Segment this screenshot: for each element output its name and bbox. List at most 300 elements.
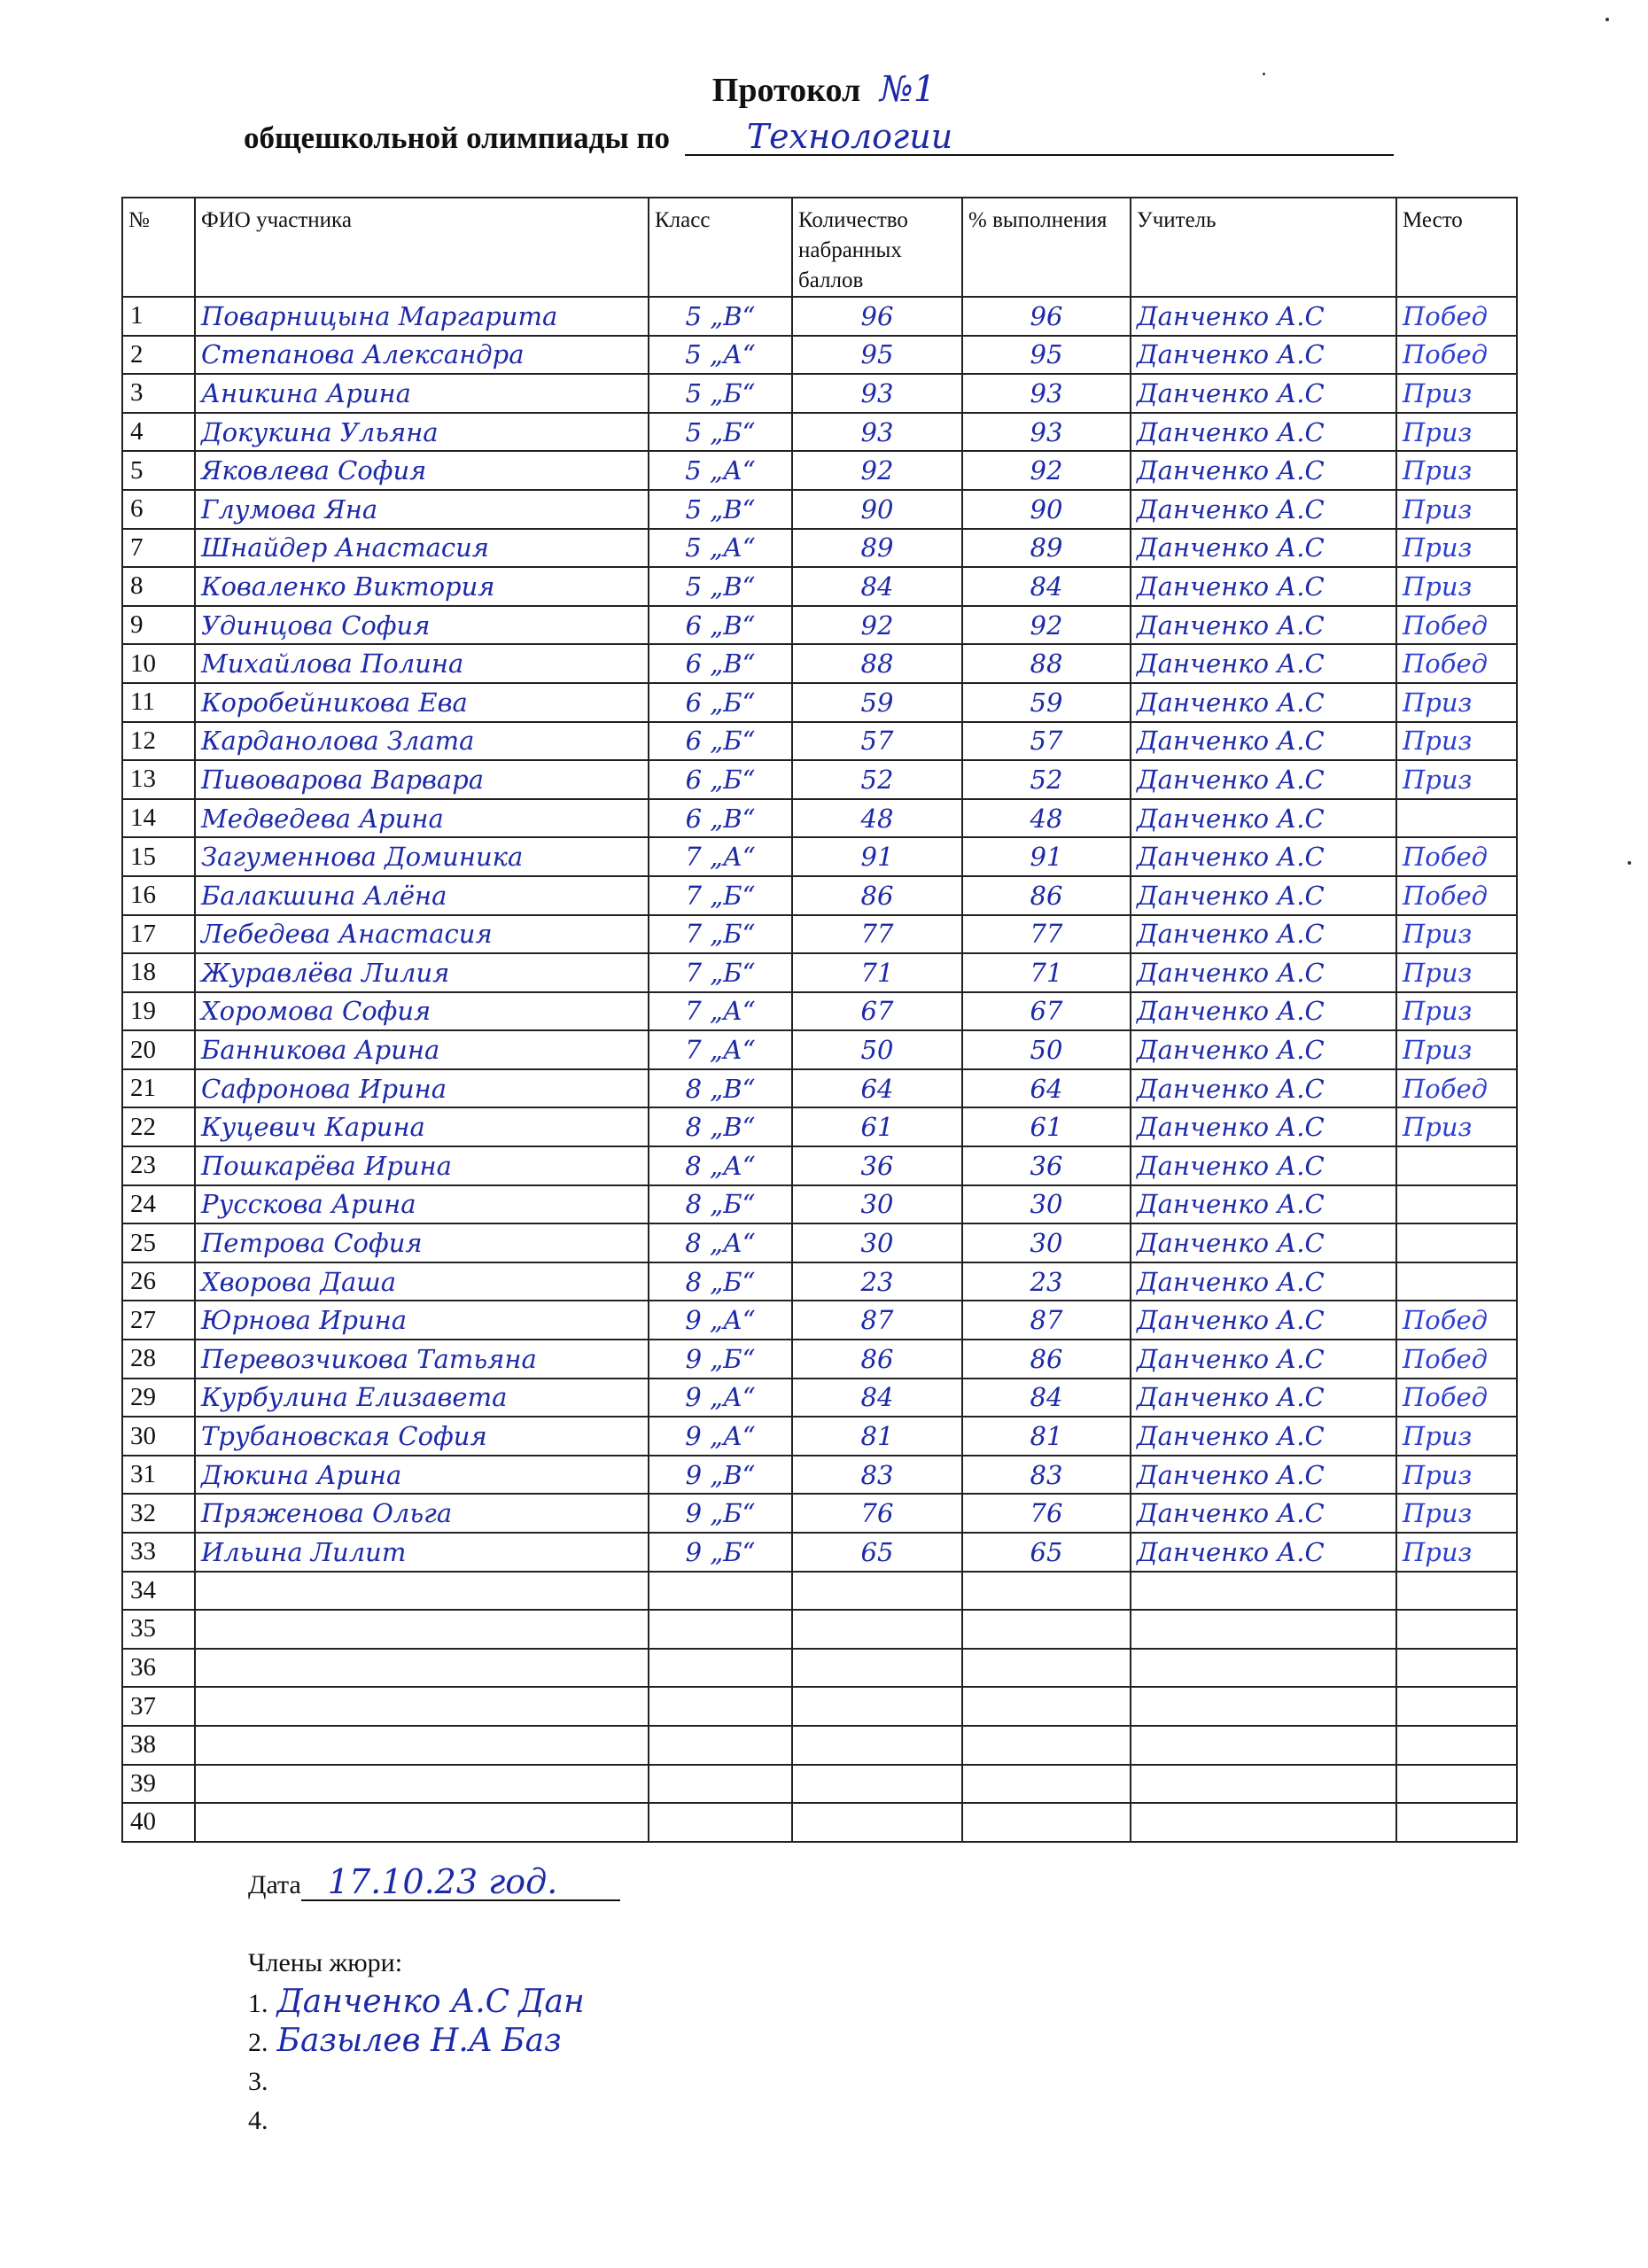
date-line: [248, 1864, 620, 1901]
table-row: [122, 683, 1517, 722]
percent-cell: [962, 1687, 1131, 1726]
place-cell: Побед: [1396, 1069, 1517, 1108]
score-cell: [792, 1572, 962, 1611]
row-number: 33: [122, 1533, 195, 1572]
teacher-cell: Данченко А.С: [1131, 1301, 1396, 1340]
row-number: 39: [122, 1765, 195, 1804]
teacher-cell: Данченко А.С: [1131, 1223, 1396, 1262]
class-cell: 5 „В“: [649, 567, 792, 606]
row-number: 14: [122, 799, 195, 838]
row-number: 2: [122, 336, 195, 375]
participant-name: Глумова Яна: [195, 490, 649, 529]
row-number: 29: [122, 1379, 195, 1418]
place-cell: [1396, 1765, 1517, 1804]
percent-cell: 36: [962, 1146, 1131, 1185]
teacher-cell: Данченко А.С: [1131, 490, 1396, 529]
row-number: 4: [122, 413, 195, 452]
place-cell: [1396, 1262, 1517, 1301]
participant-name: Журавлёва Лилия: [195, 953, 649, 992]
scan-speck: [1628, 861, 1631, 865]
class-cell: [649, 1610, 792, 1649]
table-body: [122, 297, 1517, 1842]
class-cell: [649, 1803, 792, 1842]
col-place-header: Место: [1396, 198, 1517, 297]
participant-name: [195, 1572, 649, 1611]
class-cell: 8 „В“: [649, 1107, 792, 1146]
score-cell: [792, 1610, 962, 1649]
percent-cell: 87: [962, 1301, 1131, 1340]
row-number: 21: [122, 1069, 195, 1108]
table-row: [122, 529, 1517, 568]
percent-cell: 96: [962, 297, 1131, 336]
place-cell: Побед: [1396, 644, 1517, 683]
page-title: [0, 69, 1648, 110]
place-cell: Приз: [1396, 1417, 1517, 1456]
percent-cell: 77: [962, 915, 1131, 954]
table-row: [122, 1456, 1517, 1495]
score-cell: 93: [792, 374, 962, 413]
table-row: [122, 1726, 1517, 1765]
table-row: [122, 760, 1517, 799]
teacher-cell: Данченко А.С: [1131, 799, 1396, 838]
percent-cell: 71: [962, 953, 1131, 992]
class-cell: 9 „А“: [649, 1301, 792, 1340]
teacher-cell: Данченко А.С: [1131, 722, 1396, 761]
place-cell: Приз: [1396, 490, 1517, 529]
participant-name: Медведева Арина: [195, 799, 649, 838]
date-field: 17.10.23 год.: [301, 1864, 620, 1901]
teacher-cell: Данченко А.С: [1131, 837, 1396, 876]
teacher-cell: Данченко А.С: [1131, 876, 1396, 915]
score-cell: 61: [792, 1107, 962, 1146]
teacher-cell: [1131, 1610, 1396, 1649]
table-header-row: [122, 198, 1517, 297]
teacher-cell: Данченко А.С: [1131, 297, 1396, 336]
teacher-cell: Данченко А.С: [1131, 1456, 1396, 1495]
class-cell: 7 „Б“: [649, 953, 792, 992]
place-cell: Побед: [1396, 1379, 1517, 1418]
participant-name: Ильина Лилит: [195, 1533, 649, 1572]
score-cell: 83: [792, 1456, 962, 1495]
participant-name: Пивоварова Варвара: [195, 760, 649, 799]
row-number: 9: [122, 606, 195, 645]
class-cell: 7 „Б“: [649, 876, 792, 915]
jury-index: 3.: [248, 2067, 268, 2096]
jury-index: 1.: [248, 1989, 268, 2018]
score-cell: 88: [792, 644, 962, 683]
participant-name: Михайлова Полина: [195, 644, 649, 683]
percent-cell: 84: [962, 567, 1131, 606]
table-row: [122, 374, 1517, 413]
participant-name: Сафронова Ирина: [195, 1069, 649, 1108]
percent-cell: 86: [962, 1340, 1131, 1379]
score-cell: 64: [792, 1069, 962, 1108]
col-name-header: ФИО участника: [195, 198, 649, 297]
score-cell: 30: [792, 1223, 962, 1262]
participant-name: Курбулина Елизавета: [195, 1379, 649, 1418]
place-cell: [1396, 1649, 1517, 1688]
subtitle-text: общешкольной олимпиады по: [244, 120, 671, 155]
participant-name: Загуменнова Доминика: [195, 837, 649, 876]
participant-name: Яковлева София: [195, 451, 649, 490]
participant-name: Банникова Арина: [195, 1030, 649, 1069]
row-number: 11: [122, 683, 195, 722]
place-cell: Побед: [1396, 606, 1517, 645]
percent-cell: 23: [962, 1262, 1131, 1301]
row-number: 6: [122, 490, 195, 529]
class-cell: [649, 1572, 792, 1611]
teacher-cell: Данченко А.С: [1131, 1417, 1396, 1456]
score-cell: 96: [792, 297, 962, 336]
percent-cell: 52: [962, 760, 1131, 799]
teacher-cell: Данченко А.С: [1131, 644, 1396, 683]
class-cell: 8 „А“: [649, 1146, 792, 1185]
place-cell: Приз: [1396, 1456, 1517, 1495]
class-cell: 6 „Б“: [649, 760, 792, 799]
percent-cell: 64: [962, 1069, 1131, 1108]
percent-cell: 50: [962, 1030, 1131, 1069]
place-cell: Приз: [1396, 760, 1517, 799]
class-cell: 5 „А“: [649, 336, 792, 375]
place-cell: [1396, 799, 1517, 838]
score-cell: [792, 1687, 962, 1726]
title-text: Протокол: [711, 72, 861, 109]
table-row: [122, 1223, 1517, 1262]
place-cell: Приз: [1396, 722, 1517, 761]
col-number-header: №: [122, 198, 195, 297]
score-cell: 52: [792, 760, 962, 799]
table-row: [122, 1765, 1517, 1804]
participant-name: [195, 1765, 649, 1804]
participant-name: Поварницына Маргарита: [195, 297, 649, 336]
participant-name: Удинцова София: [195, 606, 649, 645]
participant-name: Коробейникова Ева: [195, 683, 649, 722]
score-cell: 76: [792, 1494, 962, 1533]
class-cell: 5 „В“: [649, 297, 792, 336]
score-cell: 50: [792, 1030, 962, 1069]
participant-name: Коваленко Виктория: [195, 567, 649, 606]
place-cell: Приз: [1396, 374, 1517, 413]
percent-cell: 65: [962, 1533, 1131, 1572]
percent-cell: [962, 1765, 1131, 1804]
score-cell: [792, 1726, 962, 1765]
percent-cell: 61: [962, 1107, 1131, 1146]
teacher-cell: Данченко А.С: [1131, 413, 1396, 452]
participant-name: Аникина Арина: [195, 374, 649, 413]
teacher-cell: Данченко А.С: [1131, 606, 1396, 645]
teacher-cell: Данченко А.С: [1131, 992, 1396, 1031]
teacher-cell: Данченко А.С: [1131, 529, 1396, 568]
table-row: [122, 451, 1517, 490]
score-cell: 48: [792, 799, 962, 838]
class-cell: 9 „А“: [649, 1417, 792, 1456]
teacher-cell: Данченко А.С: [1131, 451, 1396, 490]
percent-cell: 86: [962, 876, 1131, 915]
class-cell: 7 „А“: [649, 1030, 792, 1069]
table-row: [122, 1262, 1517, 1301]
row-number: 27: [122, 1301, 195, 1340]
jury-signature: Баз: [501, 2023, 562, 2059]
row-number: 17: [122, 915, 195, 954]
percent-cell: [962, 1572, 1131, 1611]
table-row: [122, 876, 1517, 915]
table-row: [122, 1185, 1517, 1224]
teacher-cell: [1131, 1803, 1396, 1842]
score-cell: 92: [792, 606, 962, 645]
participant-name: Дюкина Арина: [195, 1456, 649, 1495]
protocol-number: №1: [879, 69, 937, 110]
table-row: [122, 915, 1517, 954]
percent-cell: 89: [962, 529, 1131, 568]
col-class-header: Класс: [649, 198, 792, 297]
class-cell: 7 „А“: [649, 837, 792, 876]
participant-name: [195, 1610, 649, 1649]
jury-member: [248, 2100, 585, 2139]
score-cell: 81: [792, 1417, 962, 1456]
row-number: 20: [122, 1030, 195, 1069]
teacher-cell: Данченко А.С: [1131, 336, 1396, 375]
participant-name: Юрнова Ирина: [195, 1301, 649, 1340]
row-number: 8: [122, 567, 195, 606]
class-cell: 5 „В“: [649, 490, 792, 529]
table-row: [122, 992, 1517, 1031]
jury-member: [248, 1983, 585, 2022]
place-cell: Побед: [1396, 297, 1517, 336]
teacher-cell: Данченко А.С: [1131, 1146, 1396, 1185]
col-score-header: Количество набранных баллов: [792, 198, 962, 297]
class-cell: 7 „Б“: [649, 915, 792, 954]
teacher-cell: [1131, 1687, 1396, 1726]
participant-name: Пряженова Ольга: [195, 1494, 649, 1533]
place-cell: Приз: [1396, 953, 1517, 992]
percent-cell: 30: [962, 1223, 1131, 1262]
row-number: 1: [122, 297, 195, 336]
subject-field: Технологии: [685, 119, 1394, 156]
participant-name: Петрова София: [195, 1223, 649, 1262]
place-cell: Приз: [1396, 529, 1517, 568]
row-number: 32: [122, 1494, 195, 1533]
scan-speck: [1605, 18, 1609, 21]
teacher-cell: Данченко А.С: [1131, 567, 1396, 606]
class-cell: [649, 1765, 792, 1804]
row-number: 19: [122, 992, 195, 1031]
place-cell: Приз: [1396, 1030, 1517, 1069]
percent-cell: 67: [962, 992, 1131, 1031]
score-cell: 87: [792, 1301, 962, 1340]
class-cell: 5 „Б“: [649, 374, 792, 413]
table-row: [122, 1649, 1517, 1688]
participant-name: [195, 1649, 649, 1688]
table-row: [122, 297, 1517, 336]
table-row: [122, 953, 1517, 992]
participant-name: [195, 1687, 649, 1726]
percent-cell: 30: [962, 1185, 1131, 1224]
row-number: 37: [122, 1687, 195, 1726]
teacher-cell: Данченко А.С: [1131, 1262, 1396, 1301]
row-number: 12: [122, 722, 195, 761]
participant-name: [195, 1803, 649, 1842]
percent-cell: 83: [962, 1456, 1131, 1495]
table-row: [122, 336, 1517, 375]
class-cell: 6 „Б“: [649, 683, 792, 722]
score-cell: 91: [792, 837, 962, 876]
place-cell: [1396, 1185, 1517, 1224]
teacher-cell: [1131, 1649, 1396, 1688]
teacher-cell: Данченко А.С: [1131, 1379, 1396, 1418]
class-cell: 8 „Б“: [649, 1262, 792, 1301]
jury-label: Члены жюри:: [248, 1948, 403, 1977]
score-cell: 86: [792, 876, 962, 915]
class-cell: 5 „А“: [649, 451, 792, 490]
jury-name: Базылев Н.А: [276, 2023, 494, 2059]
class-cell: 5 „А“: [649, 529, 792, 568]
percent-cell: 92: [962, 606, 1131, 645]
scan-speck: [1263, 73, 1265, 75]
teacher-cell: Данченко А.С: [1131, 1533, 1396, 1572]
score-cell: 89: [792, 529, 962, 568]
jury-index: 4.: [248, 2106, 268, 2135]
score-cell: 77: [792, 915, 962, 954]
teacher-cell: Данченко А.С: [1131, 1030, 1396, 1069]
results-table: [121, 197, 1518, 1843]
teacher-cell: [1131, 1765, 1396, 1804]
score-cell: 23: [792, 1262, 962, 1301]
jury-member: [248, 2061, 585, 2100]
table-row: [122, 799, 1517, 838]
score-cell: 90: [792, 490, 962, 529]
row-number: 26: [122, 1262, 195, 1301]
class-cell: 6 „В“: [649, 606, 792, 645]
row-number: 40: [122, 1803, 195, 1842]
score-cell: 86: [792, 1340, 962, 1379]
score-cell: 71: [792, 953, 962, 992]
place-cell: Приз: [1396, 992, 1517, 1031]
row-number: 3: [122, 374, 195, 413]
class-cell: 8 „А“: [649, 1223, 792, 1262]
row-number: 7: [122, 529, 195, 568]
place-cell: Приз: [1396, 451, 1517, 490]
place-cell: [1396, 1803, 1517, 1842]
score-cell: 84: [792, 1379, 962, 1418]
row-number: 34: [122, 1572, 195, 1611]
percent-cell: 95: [962, 336, 1131, 375]
jury-index: 2.: [248, 2028, 268, 2057]
place-cell: [1396, 1726, 1517, 1765]
jury-list: [248, 1983, 585, 2139]
table-row: [122, 413, 1517, 452]
table-row: [122, 1069, 1517, 1108]
participant-name: Лебедева Анастасия: [195, 915, 649, 954]
class-cell: 6 „В“: [649, 799, 792, 838]
class-cell: [649, 1726, 792, 1765]
row-number: 35: [122, 1610, 195, 1649]
table-row: [122, 1301, 1517, 1340]
teacher-cell: [1131, 1572, 1396, 1611]
score-cell: [792, 1765, 962, 1804]
table-row: [122, 1610, 1517, 1649]
class-cell: [649, 1687, 792, 1726]
participant-name: Хоромова София: [195, 992, 649, 1031]
participant-name: Докукина Ульяна: [195, 413, 649, 452]
place-cell: Приз: [1396, 1494, 1517, 1533]
row-number: 5: [122, 451, 195, 490]
score-cell: 30: [792, 1185, 962, 1224]
row-number: 10: [122, 644, 195, 683]
row-number: 38: [122, 1726, 195, 1765]
class-cell: 8 „Б“: [649, 1185, 792, 1224]
participant-name: Степанова Александра: [195, 336, 649, 375]
place-cell: [1396, 1610, 1517, 1649]
participant-name: Балакшина Алёна: [195, 876, 649, 915]
score-cell: 92: [792, 451, 962, 490]
table-row: [122, 1572, 1517, 1611]
percent-cell: 91: [962, 837, 1131, 876]
place-cell: Побед: [1396, 876, 1517, 915]
jury-signature: Дан: [518, 1984, 585, 2020]
jury-member: [248, 2022, 585, 2061]
col-teacher-header: Учитель: [1131, 198, 1396, 297]
place-cell: Побед: [1396, 837, 1517, 876]
class-cell: 8 „В“: [649, 1069, 792, 1108]
row-number: 15: [122, 837, 195, 876]
place-cell: [1396, 1687, 1517, 1726]
table-row: [122, 1030, 1517, 1069]
participant-name: Шнайдер Анастасия: [195, 529, 649, 568]
percent-cell: [962, 1649, 1131, 1688]
row-number: 36: [122, 1649, 195, 1688]
class-cell: 5 „Б“: [649, 413, 792, 452]
table-row: [122, 490, 1517, 529]
place-cell: Приз: [1396, 567, 1517, 606]
class-cell: 9 „Б“: [649, 1340, 792, 1379]
table-row: [122, 1533, 1517, 1572]
score-cell: 93: [792, 413, 962, 452]
score-cell: [792, 1649, 962, 1688]
percent-cell: 48: [962, 799, 1131, 838]
score-cell: 67: [792, 992, 962, 1031]
teacher-cell: Данченко А.С: [1131, 1069, 1396, 1108]
participant-name: [195, 1726, 649, 1765]
row-number: 28: [122, 1340, 195, 1379]
row-number: 30: [122, 1417, 195, 1456]
teacher-cell: Данченко А.С: [1131, 953, 1396, 992]
place-cell: Приз: [1396, 683, 1517, 722]
table-row: [122, 1494, 1517, 1533]
row-number: 16: [122, 876, 195, 915]
percent-cell: 59: [962, 683, 1131, 722]
table-row: [122, 644, 1517, 683]
class-cell: 9 „В“: [649, 1456, 792, 1495]
row-number: 22: [122, 1107, 195, 1146]
participant-name: Перевозчикова Татьяна: [195, 1340, 649, 1379]
score-cell: 84: [792, 567, 962, 606]
percent-cell: 81: [962, 1417, 1131, 1456]
table-row: [122, 606, 1517, 645]
participant-name: Пошкарёва Ирина: [195, 1146, 649, 1185]
table-row: [122, 1107, 1517, 1146]
score-cell: 95: [792, 336, 962, 375]
percent-cell: [962, 1610, 1131, 1649]
percent-cell: 57: [962, 722, 1131, 761]
table-row: [122, 1417, 1517, 1456]
row-number: 31: [122, 1456, 195, 1495]
teacher-cell: Данченко А.С: [1131, 1107, 1396, 1146]
class-cell: 6 „В“: [649, 644, 792, 683]
teacher-cell: Данченко А.С: [1131, 1185, 1396, 1224]
percent-cell: 90: [962, 490, 1131, 529]
score-cell: [792, 1803, 962, 1842]
table-row: [122, 567, 1517, 606]
